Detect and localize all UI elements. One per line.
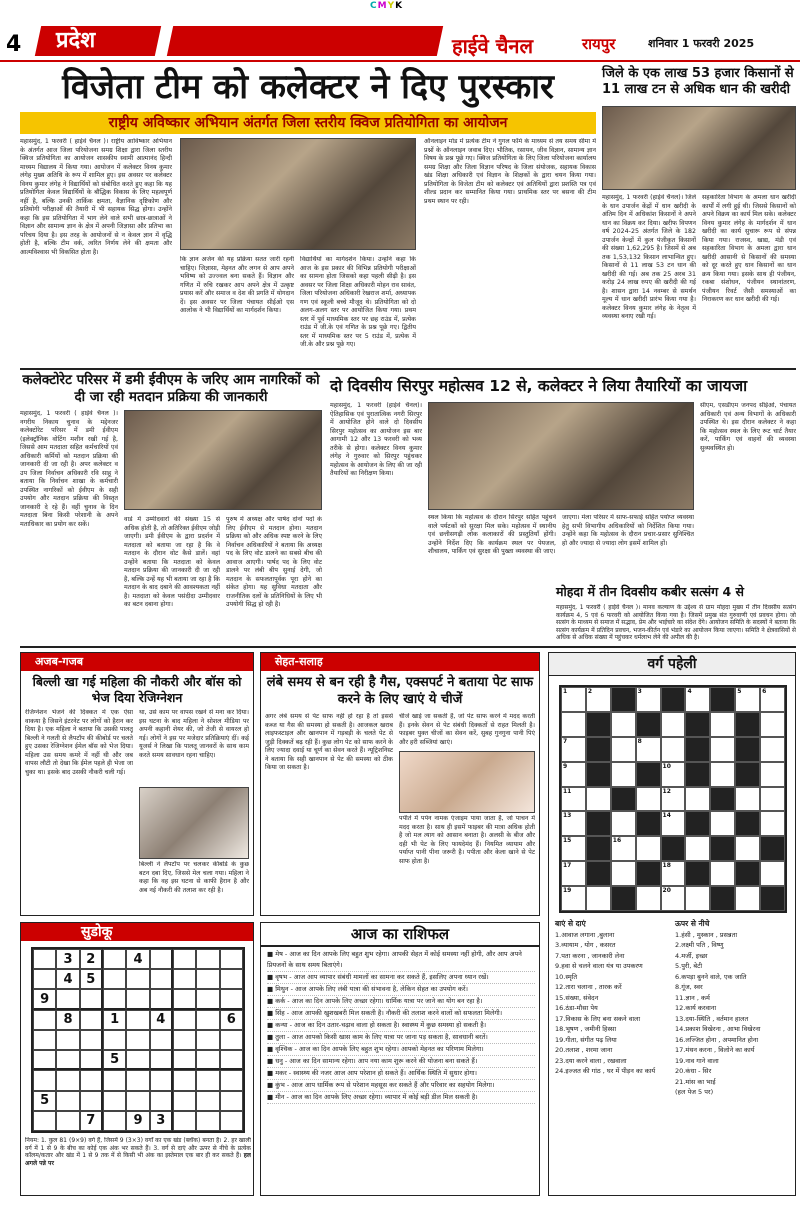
crossword-number: 12 bbox=[662, 787, 671, 795]
crossword-number: 9 bbox=[563, 762, 568, 770]
sudoku-cell[interactable] bbox=[150, 989, 173, 1009]
sudoku-cell[interactable] bbox=[56, 1030, 79, 1050]
brand-logo: हाईवे चैनल bbox=[452, 34, 534, 58]
sudoku-cell[interactable] bbox=[33, 1111, 56, 1131]
sudoku-cell[interactable] bbox=[150, 969, 173, 989]
sudoku-cell[interactable] bbox=[33, 969, 56, 989]
sudoku-cell[interactable] bbox=[196, 989, 219, 1009]
sirpur-body-col4: सीएम, एसडीएम जनपद सीईओ, पंचायत अधिकारी एवं अन्य विभागों के अधिकारी उपस्थित थे। इस दौरान कलेक्टर ने कहा कि महोत्सव स्थल के लिए रूट चार्ट तैयार करें, पार्किंग एवं वाहनों की व्यवस्था सुव्यवस्थित हो। bbox=[700, 402, 796, 452]
crossword-number: 17 bbox=[563, 862, 572, 870]
crossword-clue: 19.नाव गाने वाला bbox=[675, 1056, 719, 1065]
across-title: बाएं से दाएं bbox=[555, 919, 586, 928]
sudoku-cell[interactable] bbox=[80, 1010, 103, 1030]
sudoku-cell[interactable] bbox=[80, 989, 103, 1009]
crossword-number: 4 bbox=[687, 688, 692, 695]
crossword-cell[interactable] bbox=[661, 737, 686, 762]
sirpur-headline: दो दिवसीय सिरपुर महोत्सव 12 से, कलेक्टर ने लिया तैयारियों का जायजा bbox=[330, 377, 748, 395]
sudoku-cell[interactable] bbox=[150, 1050, 173, 1070]
ajab-body-col1: रेजिग्नेशन भेजने की दिक्कत में एक ऐसा वाकया है जिसने इंटरनेट पर लोगों को हैरान कर दिया है। एक महिला ने बताया कि उसकी पालतू बिल्ली ने गलती से लैपटॉप की कीबोर्ड पर चलते हुए उसका रेजिग्नेशन ईमेल बॉस को भेज दिया। महिला उस समय कमरे में नहीं थी और जब वापस लौटी तो देखा कि ईमेल पहले ही भेजा जा चुका था। इसके बाद उसकी नौकरी चली गई। bbox=[25, 709, 133, 776]
sudoku-solution-note: हल अगले पन्ने पर bbox=[25, 1152, 251, 1167]
crossword-cell[interactable] bbox=[735, 762, 760, 787]
crossword-number: 13 bbox=[563, 812, 572, 820]
rashifal-item: ■ मीन - आज का दिन आपके लिए अच्छा रहेगा। व्यापार में कोई बड़ी डील मिल सकती है। bbox=[267, 1092, 535, 1104]
crossword-clue: 16.ठंडा-मौसा पेय bbox=[555, 1004, 598, 1012]
rashifal-item: ■ मेष - आज का दिन आपके लिए बहुत शुभ रहेगा। आपकी सेहत में कोई समस्या नहीं होगी, और आप अपने प्रियजनों के साथ समय बिताएंगे। bbox=[267, 949, 535, 972]
sudoku-cell[interactable] bbox=[56, 1050, 79, 1070]
crossword-cell[interactable] bbox=[710, 687, 735, 712]
sudoku-box bbox=[20, 922, 254, 1196]
crossword-cell[interactable] bbox=[636, 737, 661, 762]
rashifal-item: ■ कर्क - आज का दिन आपके लिए अच्छा रहेगा। धार्मिक यात्रा पर जाने का योग बन रहा है। bbox=[267, 996, 535, 1008]
crossword-clue: 21.मांस का भाई bbox=[675, 1077, 716, 1086]
crossword-cell[interactable] bbox=[760, 687, 785, 712]
crossword-clue: 19.गीता, संगीत पढ़ लिया bbox=[555, 1035, 617, 1044]
sudoku-cell[interactable] bbox=[103, 989, 126, 1009]
crossword-cell[interactable] bbox=[735, 737, 760, 762]
crossword-number: 16 bbox=[612, 837, 622, 845]
crossword-title: वर्ग पहेली bbox=[549, 653, 795, 676]
rashifal-list bbox=[267, 949, 535, 1104]
crossword-cell[interactable] bbox=[661, 762, 686, 787]
crossword-cell[interactable] bbox=[561, 687, 586, 712]
sudoku-cell[interactable] bbox=[103, 1091, 126, 1111]
crossword-clue: 20.कंधा - सिर bbox=[675, 1067, 712, 1075]
crossword-clue: 15.संख्या, संवेदन bbox=[555, 993, 599, 1002]
crossword-cell[interactable] bbox=[561, 886, 586, 911]
evm-body-col3: पुरुष में अध्यक्ष और पार्षद दोनों पदों के लिए ईवीएम से मतदान होना। मतदान प्रक्रिया को और अधिक स्पष्ट करने के लिए निर्वाचन अधिकारियों ने बताया कि अध्यक्ष पद के लिए वोट डालने का सबसे बीच की आवाज आएगी। पार्षद पद के लिए वोट डालने पर लंबी बीप सुनाई देगी, जो मतदान के सफलतापूर्वक पूरा होने का संकेत होगा। यह सुविधा मतदाता और राजनीतिक दलों के प्रतिनिधियों के लिए भी उपयोगी सिद्ध हो रही है। bbox=[226, 516, 322, 608]
red-band bbox=[167, 26, 443, 56]
crossword-number: 10 bbox=[662, 762, 671, 770]
crossword-clue: 11.ज्ञान , कर्म bbox=[675, 993, 710, 1002]
crossword-clue: 5.पुरी, बेटी bbox=[675, 962, 703, 970]
lead-body-col3: विद्यार्थियों का मार्गदर्शन किया। उन्होंने कहा कि आज के इस प्रकार की विभिन्न प्रतियोगी परीक्षाओं का सामना होता जिसको कहा पहली सीढ़ी है। इस अवसर पर जिला शिक्षा अधिकारी मोहन राव सावंत, जिला परियोजना अधिकारी रेखराज शर्मा, अध्यापक गण एवं स्कूली बच्चे मौजूद थे। प्रतियोगिता को दो अलग-अलग स्तर पर आयोजित किया गया। प्रथम स्तर में पूर्व माध्यमिक स्तर पर छह राउंड में, प्रत्येक राउंड में जी.के एवं गणित के प्रश्न पूछे गए। द्वितीय स्तर में माध्यमिक स्तर पर 5 राउंड में, प्रत्येक में जी.के और प्रश्न पूछे गए। bbox=[300, 256, 416, 348]
health-headline: लंबे समय से बन रही है गैस, एक्सपर्ट ने बताया पेट साफ करने के लिए खाएं ये चीजें bbox=[266, 675, 534, 707]
sudoku-cell[interactable] bbox=[220, 1091, 243, 1111]
crossword-cell[interactable] bbox=[611, 811, 636, 836]
crossword-number: 6 bbox=[762, 688, 767, 695]
section-tab bbox=[35, 26, 161, 56]
crossword-cell[interactable] bbox=[661, 787, 686, 812]
crossword-cell[interactable] bbox=[661, 687, 686, 712]
sudoku-cell[interactable] bbox=[150, 1070, 173, 1090]
crossword-across bbox=[555, 919, 671, 1077]
sudoku-cell[interactable] bbox=[220, 1111, 243, 1131]
crossword-clue: 17.विकास के लिए बना सकने वाला bbox=[555, 1014, 641, 1023]
sudoku-cell[interactable] bbox=[33, 1050, 56, 1070]
health-label: सेहत-सलाह bbox=[261, 653, 539, 671]
sudoku-cell[interactable] bbox=[196, 1070, 219, 1090]
crossword-cell[interactable] bbox=[561, 787, 586, 812]
sudoku-cell[interactable] bbox=[33, 949, 56, 969]
crossword-cell[interactable] bbox=[661, 811, 686, 836]
sirpur-body-col3: जाएगा। मेला परिसर में साफ-सफाई सहित पर्याप्त व्यवस्था हेतु सभी विभागीय अधिकारियों को निर्देशित किया गया। उन्होंने कहा कि महोत्सव के दौरान प्रचार-प्रसार सुनिश्चित हो और ज्यादा से ज्यादा लोग इसमें शामिल हों। bbox=[562, 514, 694, 547]
crossword-cell[interactable] bbox=[661, 886, 686, 911]
paddy-body-col2: सहकारिता विभाग के अमला धान खरीदी कार्यों में लगी हुई थी। जिससे किसानों को अपने विक्रय का कार्य मिल सके। कलेक्टर विनय कुमार लंगेह के मार्गदर्शन में धान खरीदी का कार्य सुचारू रूप से संपन्न किया गया। राजस्व, खाद्य, मंडी एवं सहकारिता विभाग के अमला द्वारा धान खरीदी आसानी से किसानों की समस्या को दूर करते हुए धान किसानों का धान क्रय किया गया। इसके साथ ही पंजीयन, रकबा संशोधन, पंजीयन स्थानांतरण, पंजीयन रिवर्ट जैसी समस्याओं का निराकरण कर धान खरीदी की गई। bbox=[702, 194, 796, 303]
crossword-cell[interactable] bbox=[611, 886, 636, 911]
crossword-cell[interactable] bbox=[611, 787, 636, 812]
crossword-cell[interactable] bbox=[661, 861, 686, 886]
sudoku-cell[interactable]: 9 bbox=[33, 989, 56, 1009]
sudoku-cell[interactable] bbox=[56, 1070, 79, 1090]
sudoku-cell[interactable] bbox=[33, 1070, 56, 1090]
crossword-cell[interactable] bbox=[586, 687, 611, 712]
sudoku-cell[interactable]: 5 bbox=[80, 969, 103, 989]
sudoku-cell[interactable] bbox=[150, 949, 173, 969]
evm-body-col1: महासमुंद, 1 फरवरी ( हाईवे चैनल )। नगरीय निकाय चुनाव के मद्देनजर कलेक्टोरेट परिसर में डमी ईवीएम (इलेक्ट्रॉनिक वोटिंग मशीन रखी गई है, जिससे आम मतदाता सहित कर्मचारियों एवं अधिकारी कर्मियों को मतदान प्रक्रिया की जानकारी दी जा रही है। अपर कलेक्टर व उप जिला निर्वाचन अधिकारी रवि साहू ने बताया कि निर्वाचन शाखा के कर्मचारी उपस्थित नागरिकों को ईवीएम के सही उपयोग और मतदान प्रक्रिया की विस्तृत जानकारी दे रहे हैं। वहीं चुनाव के दिन मतदाता बिना किसी परेशानी के अपने मताधिकार का प्रयोग कर सकें। bbox=[20, 410, 118, 528]
sirpur-body-col2: स्थल किया कि महोत्सव के दौरान सिरपुर सहित पहुंचने वाले पर्यटकों को सुरक्षा मिल सके। महोत्सव में स्थानीय एवं छत्तीसगढ़ी लोक कलाकारों की प्रस्तुतियाँ होंगी। उन्होंने निर्देश दिए कि कार्यक्रम स्थल पर पेयजल, शौचालय, पार्किंग एवं सुरक्षा की पुख्ता व्यवस्था की जाए। bbox=[428, 514, 556, 555]
crossword-clue: 13.दया-स्थिति , वर्तमान हालत bbox=[675, 1014, 749, 1023]
sudoku-cell[interactable] bbox=[220, 989, 243, 1009]
crossword-cell[interactable] bbox=[636, 762, 661, 787]
sudoku-cell[interactable] bbox=[196, 1010, 219, 1030]
sudoku-cell[interactable] bbox=[173, 1010, 196, 1030]
crossword-cell[interactable] bbox=[586, 811, 611, 836]
crossword-clue: 7.पता करना , जानकारी लेना bbox=[555, 951, 625, 960]
sudoku-cell[interactable]: 1 bbox=[103, 1010, 126, 1030]
cmyk-marker bbox=[370, 1, 403, 11]
evm-photo bbox=[124, 410, 322, 510]
crossword-cell[interactable] bbox=[710, 762, 735, 787]
crossword-cell[interactable] bbox=[561, 712, 586, 737]
sudoku-grid[interactable] bbox=[31, 947, 245, 1133]
crossword-cell[interactable] bbox=[611, 861, 636, 886]
down-title: ऊपर से नीचे bbox=[675, 919, 710, 928]
sudoku-cell[interactable] bbox=[196, 1111, 219, 1131]
crossword-clue: 17.मंथन करना , विलोने का कार्य bbox=[675, 1046, 755, 1054]
sudoku-cell[interactable] bbox=[103, 1111, 126, 1131]
crossword-cell[interactable] bbox=[561, 836, 586, 861]
health-body-col2: चीजें खाई जा सकती हैं, जो पेट साफ करने में मदद करती हैं। इनके सेवन से पेट संबंधी दिक्कतों से राहत मिलती है। फाइबर युक्त चीजों का सेवन करें, सुबह गुनगुना पानी पिएं और हरी सब्जियां खाएं। bbox=[399, 713, 535, 746]
sudoku-cell[interactable] bbox=[150, 1030, 173, 1050]
lead-photo bbox=[180, 138, 416, 250]
crossword-cell[interactable] bbox=[760, 886, 785, 911]
crossword-clue: 6.कपड़ा बुनने वाले, एक जाति bbox=[675, 972, 747, 981]
cmyk-c: C bbox=[370, 1, 378, 11]
crossword-cell[interactable] bbox=[710, 886, 735, 911]
crossword-clue: 16.लज्जित होना , अपमानित होना bbox=[675, 1035, 759, 1044]
crossword-cell[interactable] bbox=[685, 836, 710, 861]
crossword-cell[interactable] bbox=[735, 836, 760, 861]
sudoku-cell[interactable] bbox=[56, 1091, 79, 1111]
crossword-cell[interactable] bbox=[636, 811, 661, 836]
crossword-number: 19 bbox=[563, 887, 572, 895]
ajab-body-col3: बिल्ली ने लैपटॉप पर चलकर कीबोर्ड के कुछ बटन दबा दिए, जिससे मेल चला गया। महिला ने कहा कि वह इस घटना से काफी हैरान है और अब नई नौकरी की तलाश कर रही है। bbox=[139, 861, 249, 894]
sudoku-cell[interactable] bbox=[220, 1070, 243, 1090]
sudoku-cell[interactable] bbox=[173, 949, 196, 969]
across-list bbox=[555, 930, 671, 1077]
cmyk-y: Y bbox=[387, 1, 396, 11]
sudoku-cell[interactable]: 8 bbox=[56, 1010, 79, 1030]
crossword-clue: 1.आवाज लगाना ,बुलाना bbox=[555, 930, 615, 939]
crossword-cell[interactable] bbox=[685, 886, 710, 911]
lead-subheadline: राष्ट्रीय अविष्कार अभियान अंतर्गत जिला स्तरीय क्विज प्रतियोगिता का आयोजन bbox=[20, 112, 596, 134]
crossword-cell[interactable] bbox=[710, 787, 735, 812]
lead-headline: विजेता टीम को कलेक्टर ने दिए पुरस्कार bbox=[62, 67, 554, 107]
crossword-cell[interactable] bbox=[636, 687, 661, 712]
sudoku-cell[interactable] bbox=[196, 949, 219, 969]
crossword-cell[interactable] bbox=[710, 712, 735, 737]
lead-body-col4: ऑनलाइन मोड में प्रत्येक टीम ने गुगल फॉर्म के माध्यम से तय समय सीमा में प्रश्नों के ऑनलाइन जवाब दिए। भौतिक, रसायन, जीव विज्ञान, सामान्य ज्ञान विषय के प्रश्न पूछे गए। क्विज प्रतियोगिता के लिए जिला परियोजना कार्यालय समग्र शिक्षा और जिला विज्ञान परिषद के जिला संयोजक, सहायक विकास खंड शिक्षा अधिकारी एवं विज्ञान के शिक्षकों के द्वारा चयन किया गया। प्रतियोगिता के विजेता टीम को कलेक्टर एवं अतिथियों द्वारा प्रशस्ति पत्र एवं शील्ड प्रदान कर सम्मानित किया गया। प्राथमिक स्तर पर बसना की टीम प्रथम स्थान पर रही। bbox=[424, 138, 596, 205]
crossword-cell[interactable] bbox=[685, 687, 710, 712]
health-box bbox=[260, 652, 540, 916]
crossword-number: 11 bbox=[563, 787, 572, 795]
cmyk-k: K bbox=[395, 1, 404, 11]
sudoku-cell[interactable] bbox=[126, 1070, 149, 1090]
crossword-number: 3 bbox=[637, 688, 642, 695]
crossword-cell[interactable] bbox=[760, 787, 785, 812]
sudoku-cell[interactable] bbox=[103, 949, 126, 969]
crossword-cell[interactable] bbox=[586, 787, 611, 812]
sudoku-cell[interactable]: 2 bbox=[80, 949, 103, 969]
paddy-body-col1: महासमुंद, 1 फरवरी (हाईवे चैनल)। जिले के धान उपार्जन केंद्रों में धान खरीदी के अंतिम दिन में अधिकांश किसानों ने अपने धान का विक्रय कर दिया। खरीफ विपणन वर्ष 2024-25 अंतर्गत जिले के 182 उपार्जन केन्द्रों में कुल पंजीकृत किसानों की संख्या 1,62,295 है। जिसमें से अब तक 1,53,132 किसान लाभान्वित हुए। किसानों से 11 लाख 53 टन धान की खरीदी की गई। अब तक 25 अरब 31 करोड़ 24 लाख रुपए की खरीदी की गई है। शासन द्वारा 14 नवम्बर से समर्थन मूल्य में धान खरीदी प्रारंभ किया गया है। कलेक्टर विनय कुमार लंगेह के नेतृत्व में व्यवस्था बनाए रखी गई। bbox=[602, 194, 696, 320]
sudoku-cell[interactable] bbox=[80, 1030, 103, 1050]
crossword-cell[interactable] bbox=[710, 861, 735, 886]
sudoku-cell[interactable] bbox=[220, 1050, 243, 1070]
sudoku-cell[interactable]: 3 bbox=[56, 949, 79, 969]
crossword-clue: 9.हवा से चलने वाला यंत्र या उपकरण bbox=[555, 962, 643, 970]
crossword-cell[interactable] bbox=[710, 811, 735, 836]
sudoku-cell[interactable] bbox=[80, 1050, 103, 1070]
sudoku-cell[interactable] bbox=[80, 1091, 103, 1111]
crossword-cell[interactable] bbox=[636, 712, 661, 737]
sudoku-cell[interactable] bbox=[126, 1030, 149, 1050]
crossword-cell[interactable] bbox=[685, 811, 710, 836]
crossword-cell[interactable] bbox=[561, 737, 586, 762]
crossword-cell[interactable] bbox=[611, 762, 636, 787]
crossword-clue: 3.व्यायाम , योग , कसरत bbox=[555, 941, 616, 949]
crossword-cell[interactable] bbox=[685, 861, 710, 886]
rashifal-item: ■ सिंह - आज आपकी खुशखबरी मिल सकती है। नौकरी की तलाश करने वालों को सफलता मिलेगी। bbox=[267, 1008, 535, 1020]
crossword-cell[interactable] bbox=[636, 787, 661, 812]
crossword-clue: 12.तारा चलाना , तारक करें bbox=[555, 983, 622, 991]
sudoku-title: सुडोकू bbox=[21, 923, 253, 941]
sudoku-rules bbox=[25, 1137, 251, 1193]
crossword-cell[interactable] bbox=[586, 861, 611, 886]
sudoku-cell[interactable] bbox=[196, 1050, 219, 1070]
crossword-cell[interactable] bbox=[636, 861, 661, 886]
sudoku-cell[interactable] bbox=[126, 1050, 149, 1070]
crossword-clue: 23.दया करने वाला , रखवाला bbox=[555, 1056, 627, 1065]
city-name: रायपुर bbox=[582, 35, 616, 53]
crossword-number: 2 bbox=[587, 688, 593, 695]
evm-headline: कलेक्टोरेट परिसर में डमी ईवीएम के जरिए आम नागरिकों को दी जा रही मतदान प्रक्रिया की जानकारी bbox=[22, 372, 320, 405]
crossword-cell[interactable] bbox=[586, 886, 611, 911]
crossword-cell[interactable] bbox=[760, 811, 785, 836]
crossword-cell[interactable] bbox=[760, 762, 785, 787]
crossword-number: 18 bbox=[662, 862, 671, 870]
sudoku-cell[interactable] bbox=[56, 989, 79, 1009]
sudoku-cell[interactable]: 7 bbox=[80, 1111, 103, 1131]
rashifal-item: ■ कुंभ - आज आप धार्मिक रूप से परेशान महसूस कर सकते हैं और परिवार का सहयोग मिलेगा। bbox=[267, 1080, 535, 1092]
paddy-headline: जिले के एक लाख 53 हजार किसानों से 11 लाख टन से अधिक धान की खरीदी bbox=[602, 66, 794, 97]
crossword-cell[interactable] bbox=[586, 836, 611, 861]
crossword-cell[interactable] bbox=[611, 737, 636, 762]
ajab-headline: बिल्ली खा गई महिला की नौकरी और बॉस को भेज दिया रेजिग्नेशन bbox=[32, 674, 242, 705]
rashifal-item: ■ मकर - स्वास्थ्य की नजर आज आप परेशान हो सकते हैं। आर्थिक स्थिति में सुधार होगा। bbox=[267, 1068, 535, 1080]
sudoku-cell[interactable] bbox=[80, 1070, 103, 1090]
crossword-cell[interactable] bbox=[586, 712, 611, 737]
sudoku-cell[interactable] bbox=[220, 969, 243, 989]
rashifal-title: आज का राशिफल bbox=[261, 923, 539, 947]
crossword-cell[interactable] bbox=[735, 712, 760, 737]
crossword-cell[interactable] bbox=[586, 737, 611, 762]
masthead bbox=[0, 12, 800, 62]
crossword-cell[interactable] bbox=[661, 836, 686, 861]
crossword-cell[interactable] bbox=[586, 762, 611, 787]
section-label: प्रदेश bbox=[56, 28, 96, 53]
rashifal-item: ■ तुला - आज आपको किसी खास काम के लिए यात्रा पर जाना पड़ सकता है, सावधानी बरतें। bbox=[267, 1032, 535, 1044]
sudoku-cell[interactable] bbox=[56, 1111, 79, 1131]
crossword-clue: 4.मर्जी, इच्छा bbox=[675, 951, 708, 960]
crossword-cell[interactable] bbox=[685, 762, 710, 787]
crossword-cell[interactable] bbox=[735, 687, 760, 712]
rashifal-item: ■ कन्या - आज का दिन उतार-चढ़ाव वाला हो सकता है। स्वास्थ्य में कुछ समस्या हो सकती है। bbox=[267, 1020, 535, 1032]
evm-body-col2: वार्ड में उम्मीदवारों की संख्या 15 से अधिक होती है, तो अतिरिक्त ईवीएम जोड़ी जाएगी। डमी ईवीएम के द्वारा प्रदर्शन में मतदाता को बताया जा रहा है कि वे मतदान के दौरान वोट कैसे डालें। वहां उन्होंने बताया कि मतदाता को केवल मतदान प्रक्रिया की जानकारी दी जा रही है, बल्कि उन्हें यह भी बताया जा रहा है कि मतदान के बाद दबाने की आवश्यकता नहीं है। मतदाता को केवल पसंदीदा उम्मीदवार का बटन दबाना होगा। bbox=[124, 516, 220, 608]
health-body-col1: अगर लंबे समय से पेट साफ नहीं हो रहा है तो इससे कब्ज या गैस की समस्या हो सकती है। आजकल खराब लाइफस्टाइल और खानपान में गड़बड़ी के चलते पेट से जुड़ी दिक्कतें बढ़ रही हैं। कुछ लोग पेट को साफ करने के लिए ज्यादा दवाई या चूर्ण का सेवन करते हैं। न्यूट्रिशनिस्ट ने बताया कि सही खानपान से पेट की समस्या को ठीक किया जा सकता है। bbox=[265, 713, 393, 771]
crossword-cell[interactable] bbox=[685, 787, 710, 812]
cat-photo bbox=[139, 787, 249, 859]
ajab-label: अजब-गजब bbox=[21, 653, 253, 671]
sudoku-cell[interactable]: 4 bbox=[150, 1010, 173, 1030]
lead-body-col1: महासमुंद, 1 फरवरी ( हाईवे चैनल )। राष्ट्रीय आविष्कार अभियान के अंतर्गत आज जिला परियोजना समग्र शिक्षा द्वारा जिला स्तरीय क्विज प्रतियोगिता का आयोजन शासकीय स्वामी आत्मानंद हिन्दी माध्यम विद्यालय में किया गया। आयोजन में कलेक्टर विनय कुमार लंगेह मुख्य अतिथि के रूप में शामिल हुए। इस अवसर पर कलेक्टर विनय कुमार लंगेह ने विद्यार्थियों को संबोधित करते हुए कहा कि यह प्रतियोगिता केवल विद्यार्थियों के बौद्धिक विकास के लिए महत्वपूर्ण नहीं है, बल्कि उनकी तार्किक क्षमता, वैज्ञानिक दृष्टिकोण और प्रतियोगी परीक्षाओं की तैयारी में भी सहायक सिद्ध होगा। उन्होंने कहा कि इस प्रतियोगिता में भाग लेने वाले सभी छात्र-छात्राओं ने विज्ञान और सामान्य ज्ञान के क्षेत्र में अपनी जिज्ञासा और प्रतिभा का परिचय दिया है। इस तरह के आयोजनों से न केवल ज्ञान में वृद्धि होती है, बल्कि टीम वर्क, त्वरित निर्णय लेने की क्षमता और आत्मविश्वास भी विकसित होता है। bbox=[20, 138, 172, 256]
crossword-clue: 2.लक्ष्मी पति , विष्णु bbox=[675, 941, 724, 949]
sudoku-cell[interactable] bbox=[173, 989, 196, 1009]
crossword-number: 7 bbox=[563, 737, 568, 745]
sudoku-cell[interactable] bbox=[173, 1111, 196, 1131]
crossword-cell[interactable] bbox=[710, 737, 735, 762]
rashifal-item: ■ धनु - आज का दिन सामान्य रहेगा। आप नया काम शुरू करने की योजना बना सकते हैं। bbox=[267, 1056, 535, 1068]
sudoku-cell[interactable]: 4 bbox=[56, 969, 79, 989]
sirpur-photo bbox=[428, 402, 694, 510]
crossword-cell[interactable] bbox=[735, 811, 760, 836]
crossword-clue: 10.स्मृति bbox=[555, 972, 578, 981]
sudoku-cell[interactable]: 6 bbox=[220, 1010, 243, 1030]
crossword-cell[interactable] bbox=[760, 836, 785, 861]
sudoku-cell[interactable] bbox=[126, 989, 149, 1009]
lead-body-col2: कि ज्ञान अर्जन की यह प्रक्रिया सतत जारी रहनी चाहिए। जिज्ञासा, मेहनत और लगन से आप अपने भविष्य को उज्ज्वल बना सकते हैं। विज्ञान और गणित में रुचि रखकर आप अपने क्षेत्र में उत्कृष्ट प्रयास करें और समाज व देश की प्रगति में योगदान दें। इस अवसर पर जिला पंचायत सीईओ एस आलोक ने भी विद्यार्थियों का मार्गदर्शन किया। bbox=[180, 256, 294, 314]
sudoku-cell[interactable] bbox=[103, 1030, 126, 1050]
divider-2 bbox=[20, 646, 796, 648]
crossword-cell[interactable] bbox=[636, 836, 661, 861]
rashifal-item: ■ वृषभ - आज आप व्यापार संबंधी मामलों का सामना कर सकते हैं, इसलिए अपना ध्यान रखें। bbox=[267, 972, 535, 984]
crossword-cell[interactable] bbox=[735, 787, 760, 812]
crossword-cell[interactable] bbox=[561, 811, 586, 836]
sudoku-cell[interactable] bbox=[126, 1091, 149, 1111]
sudoku-cell[interactable] bbox=[220, 949, 243, 969]
crossword-clue: 20.तलाश , शरमा जाना bbox=[555, 1046, 613, 1054]
rashifal-item: ■ मिथुन - आज आपके लिए लंबी यात्रा की संभावना है, लेकिन सेहत का उपयोग करें। bbox=[267, 984, 535, 996]
sudoku-cell[interactable] bbox=[173, 969, 196, 989]
crossword-box bbox=[548, 652, 796, 1196]
sudoku-cell[interactable] bbox=[150, 1091, 173, 1111]
sudoku-cell[interactable] bbox=[126, 1010, 149, 1030]
crossword-number: 1 bbox=[563, 688, 568, 695]
crossword-number: 20 bbox=[662, 887, 671, 895]
divider-1 bbox=[20, 368, 796, 370]
sudoku-cell[interactable] bbox=[33, 1010, 56, 1030]
paddy-photo bbox=[602, 106, 796, 190]
crossword-cell[interactable] bbox=[735, 861, 760, 886]
page-number: 4 bbox=[6, 32, 22, 57]
sudoku-cell[interactable] bbox=[103, 1070, 126, 1090]
crossword-number: 14 bbox=[662, 812, 671, 820]
crossword-cell[interactable] bbox=[611, 836, 636, 861]
kabir-body: महासमुंद, 1 फरवरी ( हाईवे चैनल )। मानव कल्याण के उद्देश्य से ग्राम मोहदा मुख्य में तीन दिवसीय सत्संग कार्यक्रम 4, 5 एवं 6 फरवरी को आयोजित किया गया है। जिसमें प्रमुख संत गुरुवाणी एवं प्रवचन होगा। जो सत्संग के माध्यम से समाज में सद्भाव, प्रेम और भाईचारे का संदेश देंगे। आयोजन समिति के सदस्यों ने बताया कि सत्संग कार्यक्रम में प्रतिदिन प्रवचन, भजन-कीर्तन एवं भंडारे का आयोजन किया जाएगा। समिति ने क्षेत्रवासियों से अधिक से अधिक संख्या में पहुंचकर धर्मलाभ लेने की अपील की है। bbox=[556, 604, 796, 641]
crossword-cell[interactable] bbox=[661, 712, 686, 737]
cmyk-m: M bbox=[377, 1, 388, 11]
crossword-clue: 18.भूषण , जमीनी हिस्सा bbox=[555, 1025, 617, 1033]
sudoku-cell[interactable] bbox=[173, 1030, 196, 1050]
crossword-cell[interactable] bbox=[561, 861, 586, 886]
sudoku-cell[interactable] bbox=[196, 1091, 219, 1111]
sudoku-cell[interactable] bbox=[196, 969, 219, 989]
crossword-cell[interactable] bbox=[636, 886, 661, 911]
health-body-col3: पपीते में पपेन नामक एंजाइम पाया जाता है, जो पाचन में मदद करता है। साथ ही इसमें फाइबर की मात्रा अधिक होती है जो मल त्याग को आसान बनाता है। अलसी के बीज और दही भी पेट के लिए फायदेमंद हैं। नियमित व्यायाम और पर्याप्त पानी पीना जरूरी है। पपीता और केला खाने से पेट साफ होता है। bbox=[399, 815, 535, 865]
rashifal-item: ■ वृश्चिक - आज का दिन आपके लिए बहुत शुभ रहेगा। आपको मेहनत का परिणाम मिलेगा। bbox=[267, 1044, 535, 1056]
crossword-cell[interactable] bbox=[685, 737, 710, 762]
sudoku-cell[interactable] bbox=[220, 1030, 243, 1050]
ajab-box bbox=[20, 652, 254, 916]
crossword-clue: 8.गूंज, स्वर bbox=[675, 983, 703, 991]
issue-date: शनिवार 1 फरवरी 2025 bbox=[648, 37, 755, 50]
crossword-clue: 1.हंसी , मुस्कान , प्रसन्नता bbox=[675, 930, 738, 939]
crossword-cell[interactable] bbox=[611, 687, 636, 712]
crossword-number: 8 bbox=[637, 737, 642, 745]
crossword-cell[interactable] bbox=[710, 836, 735, 861]
crossword-clue: (हल पेज 5 पर) bbox=[675, 1088, 714, 1096]
sudoku-cell[interactable] bbox=[126, 969, 149, 989]
sudoku-cell[interactable] bbox=[173, 1070, 196, 1090]
kabir-headline: मोहदा में तीन दिवसीय कबीर सत्संग 4 से bbox=[556, 584, 744, 599]
rashifal-box bbox=[260, 922, 540, 1196]
crossword-cell[interactable] bbox=[760, 861, 785, 886]
down-list bbox=[675, 930, 793, 1098]
sirpur-body-col1: महासमुंद, 1 फरवरी (हाईवे चैनल)। ऐतिहासिक एवं पुरातात्विक नगरी सिरपुर में आयोजित होने वाले दो दिवसीय सिरपुर महोत्सव का आयोजन इस बार आगामी 12 और 13 फरवरी को भव्य तरीके से होगा। कलेक्टर विनय कुमार लंगेह ने गुरुवार को सिरपुर पहुंचकर महोत्सव के आयोजन के लिए की जा रही तैयारियों का निरीक्षण किया। bbox=[330, 402, 422, 477]
crossword-cell[interactable] bbox=[760, 737, 785, 762]
crossword-cell[interactable] bbox=[760, 712, 785, 737]
crossword-cell[interactable] bbox=[611, 712, 636, 737]
sudoku-cell[interactable]: 4 bbox=[126, 949, 149, 969]
sudoku-cell[interactable] bbox=[103, 969, 126, 989]
sudoku-cell[interactable]: 5 bbox=[33, 1091, 56, 1111]
crossword-cell[interactable] bbox=[685, 712, 710, 737]
crossword-grid[interactable] bbox=[559, 685, 787, 913]
sudoku-cell[interactable] bbox=[33, 1030, 56, 1050]
crossword-clue: 14.प्रकाश विखेरना , आभा विखेरना bbox=[675, 1025, 761, 1033]
sudoku-cell[interactable] bbox=[173, 1050, 196, 1070]
sudoku-cell[interactable]: 5 bbox=[103, 1050, 126, 1070]
crossword-cell[interactable] bbox=[735, 886, 760, 911]
sudoku-cell[interactable]: 3 bbox=[150, 1111, 173, 1131]
sudoku-rules-text: नियम: 1. कुल 81 (9×9) वर्ग हैं, जिसमें 9 (3×3) वर्गों का एक खंड (ब्लॉक) बनता है। 2. हर खाली वर्ग में 1 से 9 के बीच का कोई एक अंक भर सकते हैं। 3. वर्ग से दाएं और ऊपर से नीचे के प्रत्येक कॉलम/कतार और खंड में 1 से 9 तक में से किसी भी अंक का इस्तेमाल एक बार ही कर सकते हैं। bbox=[25, 1137, 251, 1159]
ajab-body-col2: था, उसे काम पर वापस रखने से मना कर दिया। इस घटना के बाद महिला ने सोशल मीडिया पर अपनी कहानी शेयर की, जो तेजी से वायरल हो गई। लोगों ने इस पर मजेदार प्रतिक्रियाएं दीं। कई यूजर्स ने लिखा कि पालतू जानवरों के साथ काम करते समय सावधान रहना चाहिए। bbox=[139, 709, 249, 759]
crossword-number: 5 bbox=[737, 688, 742, 695]
sudoku-cell[interactable]: 9 bbox=[126, 1111, 149, 1131]
sudoku-cell[interactable] bbox=[196, 1030, 219, 1050]
crossword-number: 15 bbox=[563, 837, 572, 845]
crossword-cell[interactable] bbox=[561, 762, 586, 787]
sudoku-cell[interactable] bbox=[173, 1091, 196, 1111]
health-photo bbox=[399, 751, 535, 813]
crossword-down bbox=[675, 919, 793, 1098]
crossword-clue: 24.इज्जत की गांठ , घर में पीड़न का कार्य bbox=[555, 1067, 656, 1075]
crossword-clue: 12.कार्य करवाना bbox=[675, 1004, 717, 1012]
